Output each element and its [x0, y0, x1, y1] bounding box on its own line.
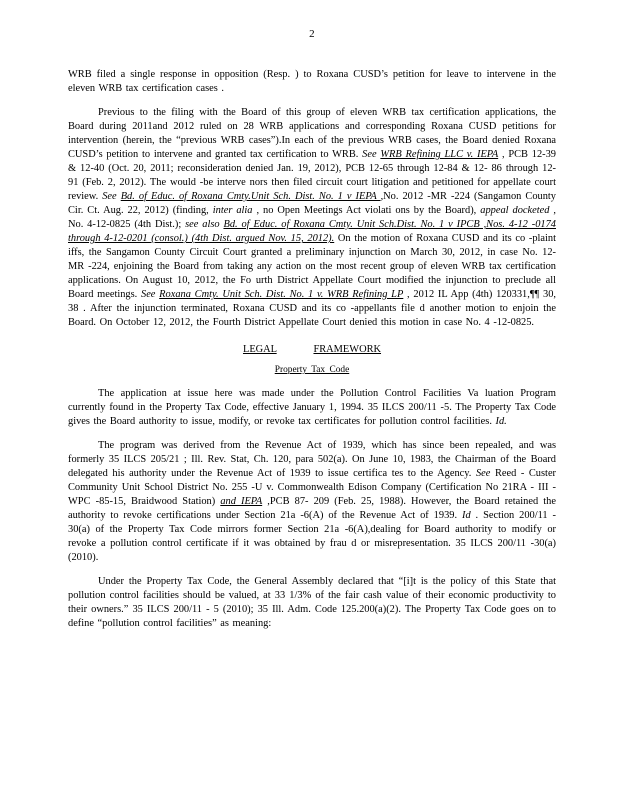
text-run: The application at issue here was made under the Pollution Control Facilities Va luation Program currently found in the Property Tax Code, effective January 1, 1994. 35 ILCS 200/11 -5. The Property Tax Code gives the Board authority to issue, modify, or revoke tax certificates for pollution control facilities.: [68, 388, 556, 427]
paragraph: [68, 68, 556, 96]
text-run-emphasis: See: [475, 468, 491, 479]
text-run: , No. 4-12-0825 (4th Dist.);: [68, 205, 556, 230]
text-run: Under the Property Tax Code, the General Assembly declared that “[i]t is the policy of this State that pollution control facilities should be valued, at 33 1/3% of the fair cash value of their economic productivity to their owners.” 35 ILCS 200/11 - 5 (2010); 35 Ill. Adm. Code 125.200(a)(2). The Property Tax Code goes on to define “pollution control facilities” as meaning:: [68, 576, 556, 629]
text-run-emphasis: WRB Refining LLC v. IEPA: [380, 149, 499, 160]
text-run: The program was derived from the Revenue Act of 1939, which has since been repealed, and was formerly 35 ILCS 205/21 ; Ill. Rev. Stat, Ch. 120, para 502(a). On June 10, 1983, the Chairman of the Board delegated his authority under the Revenue Act of 1939 to issue certifica tes to the Agency.: [68, 440, 556, 479]
section-heading-spacer: [281, 344, 309, 355]
text-run: On the motion of Roxana CUSD and its co -plaint iffs, the Sangamon County Circuit Court granted a preliminary injunction on March 30, 2012, in case No. 12-MR -224, enjoining the Board from taking any action on the most recent group of eleven WRB tax certification applications. On August 10, 2012, the Fo urth District Appellate Court modified the injunction to preclude all Board meetings.: [68, 233, 556, 300]
text-run-emphasis: See: [141, 289, 156, 300]
text-run: Reed - Custer Community Unit School District No. 255 -U v. Commonwealth Edison Company (Certification No 21RA - III -WPC -85-15, Braidwood Station): [68, 468, 557, 507]
text-run-emphasis: Bd. of Educ. of Roxana Cmty. Unit Sch.Dist. No. 1 v IPCB ,Nos. 4-12 -0174 through 4-12-0201 (consol.) (4th Dist. argued Nov. 15, 2012).: [68, 219, 556, 244]
text-run-emphasis: See: [102, 191, 117, 202]
text-run: ,PCB 87- 209 (Feb. 25, 1988). However, the Board retained the authority to revoke certifications under Section 21a -6(A) of the Revenue Act of 1939.: [68, 496, 556, 521]
section-heading-left: LEGAL: [242, 344, 277, 355]
paragraph-group-top: [68, 68, 556, 330]
paragraph: [68, 387, 556, 429]
subheading: Property Tax Code: [274, 365, 350, 375]
text-run: , PCB 12-39 & 12-40 (Oct. 20, 2011; reconsideration denied Jan. 19, 2012), PCB 12-65 through 12-84 & 12- 86 through 12-91 (Feb. 2, 2012). The would -be interve nors then filed circuit court litigation and petitioned for appellate court review.: [68, 149, 556, 202]
text-run-emphasis: inter alia: [212, 205, 253, 216]
paragraph: [68, 575, 556, 631]
text-run: , no Open Meetings Act violati ons by the Board),: [252, 205, 481, 216]
text-run: Previous to the filing with the Board of this group of eleven WRB tax certification applications, the Board during 2011and 2012 ruled on 28 WRB applications and corresponding Roxana CUSD petitions for intervention (herein, the “previous WRB cases”).In each of the previous WRB cases, the Board denied Roxana CUSD’s petition to intervene and granted tax certification to WRB.: [68, 107, 556, 160]
text-run-emphasis: Id.: [495, 416, 507, 427]
text-run-emphasis: Bd. of Educ. of Roxana Cmty.Unit Sch. Dist. No. 1 v IEPA: [120, 191, 381, 202]
text-run-emphasis: Roxana Cmty. Unit Sch. Dist. No. 1 v. WRB Refining LP: [159, 289, 404, 300]
text-run-emphasis: see also: [185, 219, 220, 230]
text-run-emphasis: See: [362, 149, 377, 160]
text-run: . Section 200/11 - 30(a) of the Property Tax Code mirrors former Section 21a -6(A),dealing for Board authority to modify or revoke a pollution control certificate if it was obtained by frau d or misrepresentation. 35 ILCS 200/11 -30(a) (2010).: [68, 510, 557, 563]
paragraph-group-bottom: [68, 387, 556, 631]
text-run-emphasis: Id: [461, 510, 471, 521]
text-run: WRB filed a single response in opposition (Resp. ) to Roxana CUSD’s petition for leave to intervene in the eleven WRB tax certification cases .: [68, 69, 556, 94]
page-number: 2: [309, 28, 315, 40]
section-heading-right: FRAMEWORK: [313, 344, 382, 355]
text-run: , 2012 IL App (4th) 120331,¶¶ 30, 38 . After the injunction terminated, Roxana CUSD and its co -appellants file d another motion to enjoin the Board. On October 12, 2012, the Fourth District Appellate Court denied this motion in case No. 4 -12-0825.: [68, 289, 556, 328]
text-run-emphasis: appeal docketed: [480, 205, 550, 216]
section-heading: [68, 344, 556, 355]
text-run-emphasis: and IEPA: [220, 496, 263, 507]
text-run: ,No. 2012 -MR -224 (Sangamon County Cir. Ct. Aug. 22, 2012) (finding,: [68, 191, 557, 216]
paragraph: [68, 106, 556, 330]
paragraph: [68, 439, 556, 565]
